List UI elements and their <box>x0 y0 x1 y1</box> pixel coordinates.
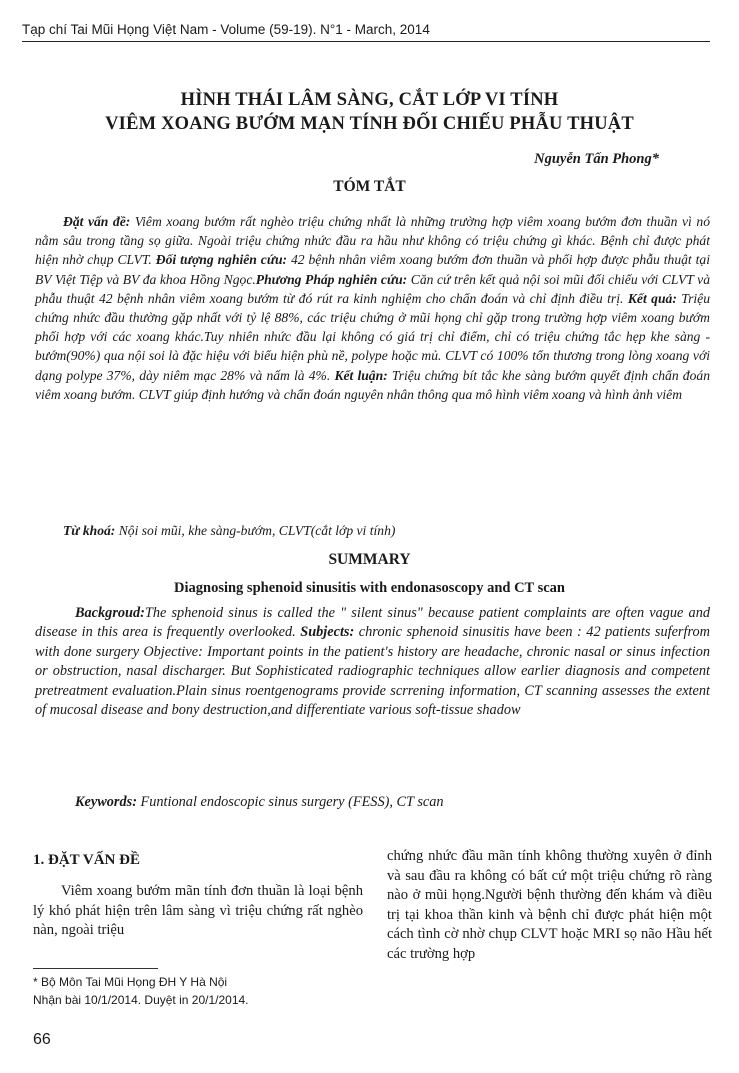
article-title-line-2: VIÊM XOANG BƯỚM MẠN TÍNH ĐỐI CHIẾU PHẪU THUẬT <box>105 114 634 134</box>
keywords-en-label: Keywords: <box>75 794 137 810</box>
methods-text: Căn cứ trên kết quả nội soi mũi đối chiếu với CLVT và phẫu thuật 42 bệnh nhân viêm xoang bướm từ đó rút ra kinh nghiệm cho chẩn đoán và chỉ định điều trị. <box>35 271 710 306</box>
summary-en-keywords <box>35 793 710 812</box>
summary-en-abstract <box>35 604 710 720</box>
conclusion-text: Triệu chứng bít tắc khe sàng bướm quyết định chẩn đoán viêm xoang bướm. CLVT giúp định hướng và chẩn đoán nguyên nhân thông qua mô hình viêm xoang và hình ảnh viêm <box>35 367 710 402</box>
background-text: The sphenoid sinus is called the " silent sinus" because patient complaints are often vague and disease in this area is frequently overlooked. <box>35 605 710 641</box>
subjects-en-text: chronic sphenoid sinusitis have been : 42 patients suferfrom with done surgery Objective: Important points in the patient's history are headache, chronic nasal or sinus infection or obstruction, nasal discharger. But Sophisticated radiographic techniques allow earlier diagnosis and competent pretreatment evaluation.Plain sinus roentgenograms provide scrrening information, CT scanning assesses the extent of mucosal disease and bony destruction,and differentiate various soft-tissue shadow <box>35 624 710 719</box>
footnote-affiliation: * Bộ Môn Tai Mũi Họng ĐH Y Hà Nội <box>33 975 228 989</box>
summary-en-heading: SUMMARY <box>328 551 411 568</box>
background-label: Backgroud: <box>75 605 145 621</box>
results-text: Triệu chứng nhức đầu thường gặp nhất với tỷ lệ 88%, các triệu chứng ở mũi họng chỉ gặp trong trường hợp viêm xoang bướm phối hợp với các xoang khác.Tuy nhiên nhức đầu lại không có giá trị chỉ điểm, chỉ có triệu chứng tắc hẹp khe sàng -bướm(90%) qua nội soi là đặc hiệu với biểu hiện phù nề, polype hoặc mủ. CLVT có 100% tổn thương trong lòng xoang với dạng polype 37%, dày niêm mạc 28% và nấm là 4%. <box>35 290 710 383</box>
journal-header: Tạp chí Tai Mũi Họng Việt Nam - Volume (59-19). N°1 - March, 2014 <box>22 22 710 42</box>
body-right-column: chứng nhức đầu mãn tính không thường xuyên ở đỉnh và sau đầu ra không có bất cứ một triệu chứng rõ ràng nào ở mũi họng.Người bệnh thường đến khám và điều trị tại khoa thần kinh và bệnh chỉ được phát hiện một cách tình cờ nhờ chụp CLVT hoặc MRI sọ não Hầu hết các trường hợp <box>387 848 712 962</box>
conclusion-label: Kết luận: <box>334 367 388 383</box>
author-name: Nguyễn Tấn Phong* <box>534 151 659 167</box>
article-title-line-1: HÌNH THÁI LÂM SÀNG, CẮT LỚP VI TÍNH <box>180 90 559 110</box>
intro-label: Đặt vấn đề: <box>63 214 131 229</box>
summary-vn-keywords <box>35 521 710 540</box>
page-number: 66 <box>33 1031 51 1048</box>
keywords-en-text: Funtional endoscopic sinus surgery (FESS), CT scan <box>136 794 444 810</box>
summary-vn-abstract <box>35 212 710 404</box>
footnote-divider <box>33 968 158 969</box>
keywords-vn-text: Nội soi mũi, khe sàng-bướm, CLVT(cắt lớp vi tính) <box>115 523 396 538</box>
subjects-label: Đối tượng nghiên cứu: <box>155 252 288 268</box>
subjects-en-label: Subjects: <box>300 624 355 641</box>
results-label: Kết quả: <box>627 290 677 306</box>
footnote-dates: Nhận bài 10/1/2014. Duyệt in 20/1/2014. <box>33 993 249 1007</box>
intro-text: Viêm xoang bướm rất nghèo triệu chứng nhất là những trường hợp viêm xoang bướm đơn thuần vì nó nằm sâu trong tầng sọ giữa. Ngoài triệu chứng nhức đầu ra hầu như không có triệu chứng gì khác. Bệnh chỉ được phát hiện nhờ chụp CLVT. <box>35 214 711 268</box>
summary-vn-heading: TÓM TẮT <box>333 178 406 195</box>
summary-en-title: Diagnosing sphenoid sinusitis with endonasoscopy and CT scan <box>174 580 565 596</box>
body-left-column: Viêm xoang bướm mãn tính đơn thuần là loại bệnh lý khó phát hiện trên lâm sàng vì triệu chứng rất nghèo nàn, ngoài triệu <box>33 883 363 939</box>
keywords-vn-label: Từ khoá: <box>63 523 116 538</box>
subjects-text: 42 bệnh nhân viêm xoang bướm đơn thuần và phối hợp được phẫu thuật tại BV Việt Tiệp và BV đa khoa Hồng Ngọc. <box>35 252 710 287</box>
methods-label: Phương Pháp nghiên cứu: <box>255 271 408 287</box>
section-1-heading: 1. ĐẶT VẤN ĐỀ <box>33 852 140 868</box>
